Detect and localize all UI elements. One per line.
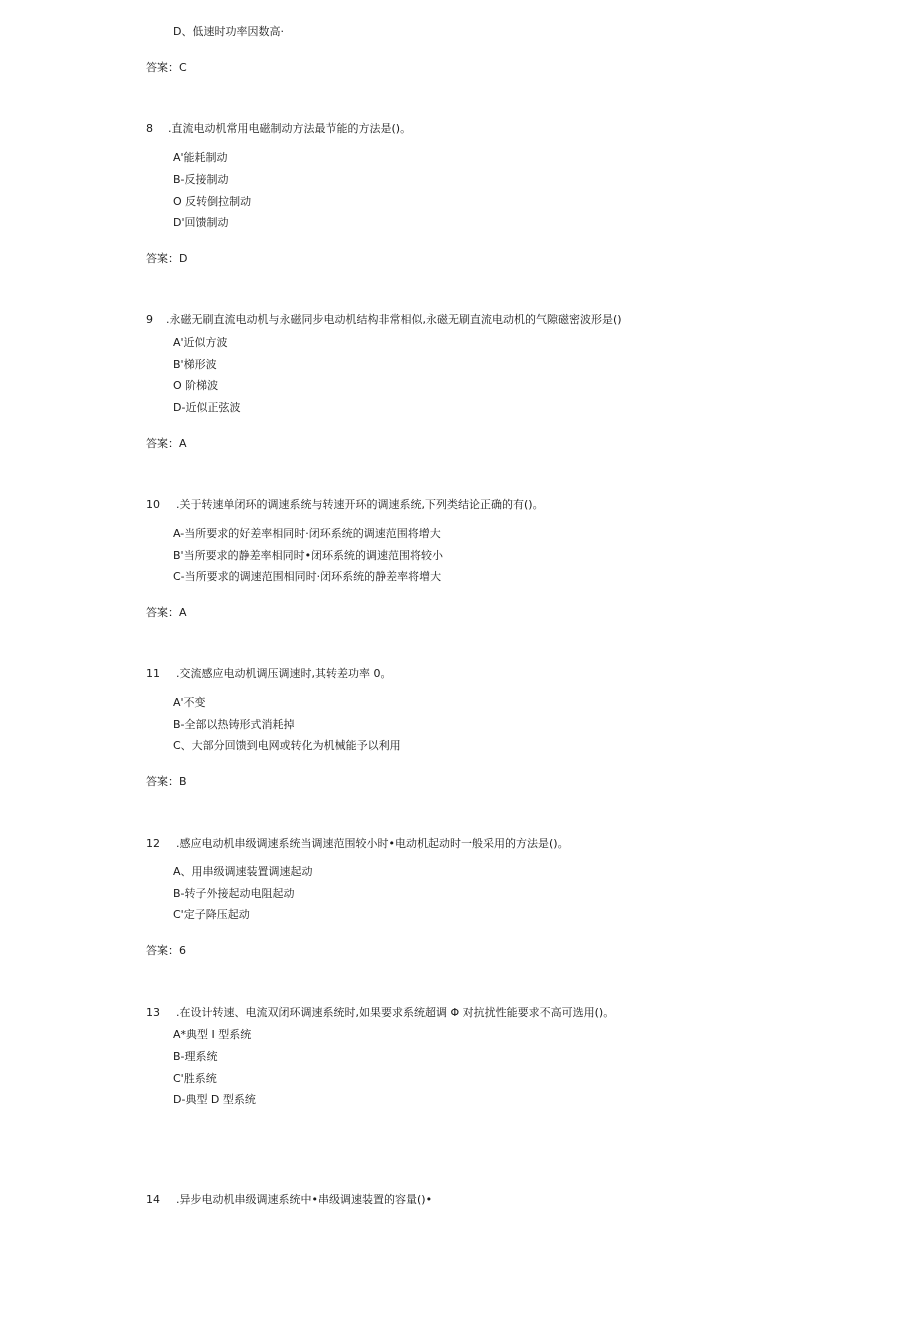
question-number: 13 bbox=[146, 1006, 160, 1019]
question-text: .感应电动机串级调速系统当调速范围较小时•电动机起动时一般采用的方法是()。 bbox=[176, 837, 569, 850]
option-b: B'当所要求的静差率相同时•闭环系统的调速范围将较小 bbox=[173, 549, 444, 562]
option-c: C'定子降压起动 bbox=[173, 908, 250, 921]
answer: 答案：6 bbox=[146, 944, 186, 957]
option-c: C-当所要求的调速范围相同时·闭环系统的静差率将增大 bbox=[173, 570, 442, 583]
option-b: B-全部以热铸形式消耗掉 bbox=[173, 718, 295, 731]
option-a: A'近似方波 bbox=[173, 336, 228, 349]
option-c: O 阶梯波 bbox=[173, 379, 219, 392]
option-b: B'梯形波 bbox=[173, 358, 217, 371]
option-a: A'能耗制动 bbox=[173, 151, 228, 164]
question-text: .永磁无刷直流电动机与永磁同步电动机结构非常相似,永磁无刷直流电动机的气隙磁密波形是() bbox=[166, 313, 622, 326]
question-text: .直流电动机常用电磁制动方法最节能的方法是()。 bbox=[168, 122, 412, 135]
answer: 答案：B bbox=[146, 775, 187, 788]
option-c: C'胜系统 bbox=[173, 1072, 217, 1085]
option-d: D-近似正弦波 bbox=[173, 401, 241, 414]
q7-answer: 答案：C bbox=[146, 61, 187, 74]
question-text: .交流感应电动机调压调速时,其转差功率 0。 bbox=[176, 667, 392, 680]
question-number: 10 bbox=[146, 498, 160, 511]
question-text: .关于转速单闭环的调速系统与转速开环的调速系统,下列类结论正确的有()。 bbox=[176, 498, 544, 511]
question-number: 14 bbox=[146, 1193, 160, 1206]
option-a: A'不变 bbox=[173, 696, 206, 709]
option-a: A-当所要求的好差率相同时·闭环系统的调速范围将增大 bbox=[173, 527, 441, 540]
option-b: B-转子外接起动电阻起动 bbox=[173, 887, 295, 900]
question-text: .在设计转速、电流双闭环调速系统时,如果要求系统超调 Φ 对抗扰性能要求不高可选用()。 bbox=[176, 1006, 615, 1019]
question-number: 9 bbox=[146, 313, 153, 326]
answer: 答案：A bbox=[146, 437, 187, 450]
option-a: A、用串级调速装置调速起动 bbox=[173, 865, 313, 878]
question-number: 8 bbox=[146, 122, 153, 135]
option-c: C、大部分回馈到电网或转化为机械能予以利用 bbox=[173, 739, 401, 752]
question-text: .异步电动机串级调速系统中•串级调速装置的容量()• bbox=[176, 1193, 433, 1206]
question-number: 11 bbox=[146, 667, 160, 680]
answer: 答案：D bbox=[146, 252, 188, 265]
answer: 答案：A bbox=[146, 606, 187, 619]
option-d: D'回馈制动 bbox=[173, 216, 229, 229]
option-b: B-理系统 bbox=[173, 1050, 218, 1063]
option-b: B-反接制动 bbox=[173, 173, 229, 186]
option-c: O 反转倒拉制动 bbox=[173, 195, 252, 208]
option-d: D-典型 D 型系统 bbox=[173, 1093, 256, 1106]
q7-option-d: D、低速时功率因数高· bbox=[173, 25, 284, 38]
question-number: 12 bbox=[146, 837, 160, 850]
option-a: A*典型 I 型系统 bbox=[173, 1028, 252, 1041]
